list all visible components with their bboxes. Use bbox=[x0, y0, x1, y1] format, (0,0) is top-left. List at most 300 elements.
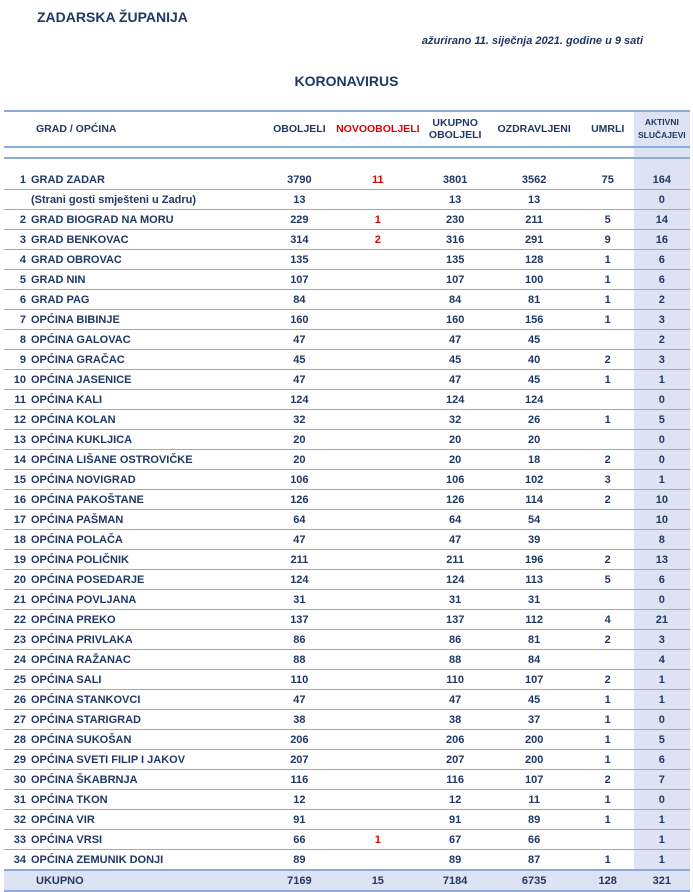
row-ukupno: 206 bbox=[424, 730, 487, 750]
row-aktivni: 1 bbox=[634, 690, 690, 710]
table-row bbox=[4, 710, 690, 730]
table-row bbox=[4, 470, 690, 490]
table-row bbox=[4, 830, 690, 850]
col-header-ozdravljeni: OZDRAVLJENI bbox=[487, 111, 582, 147]
row-ukupno: 86 bbox=[424, 630, 487, 650]
table-row bbox=[4, 690, 690, 710]
table-row bbox=[4, 650, 690, 670]
row-umrli: 1 bbox=[582, 710, 634, 730]
row-name-cell bbox=[4, 470, 267, 490]
row-number: 10 bbox=[13, 373, 26, 386]
row-ozdravljeni: 37 bbox=[487, 710, 582, 730]
row-name-cell bbox=[4, 450, 267, 470]
row-oboljeli: 3790 bbox=[267, 170, 332, 190]
row-number: 33 bbox=[13, 833, 26, 846]
row-name-cell bbox=[4, 830, 267, 850]
row-number: 9 bbox=[19, 353, 26, 366]
row-aktivni: 2 bbox=[634, 330, 690, 350]
row-municipality: OPĆINA KALI bbox=[31, 393, 103, 406]
page-title: KORONAVIRUS bbox=[294, 73, 399, 89]
row-aktivni: 0 bbox=[634, 450, 690, 470]
total-aktivni: 321 bbox=[634, 870, 690, 891]
row-novooboljeli: 1 bbox=[332, 830, 424, 850]
row-aktivni: 0 bbox=[634, 590, 690, 610]
row-novooboljeli bbox=[332, 690, 424, 710]
table-row bbox=[4, 330, 690, 350]
row-ukupno: 110 bbox=[424, 670, 487, 690]
row-aktivni: 10 bbox=[634, 490, 690, 510]
row-novooboljeli bbox=[332, 530, 424, 550]
row-ozdravljeni: 81 bbox=[487, 630, 582, 650]
row-umrli: 75 bbox=[582, 170, 634, 190]
table-row bbox=[4, 190, 690, 210]
row-municipality: OPĆINA PAŠMAN bbox=[31, 513, 124, 526]
row-number: 24 bbox=[13, 653, 26, 666]
row-number: 19 bbox=[13, 553, 26, 566]
table-body bbox=[4, 170, 690, 870]
row-novooboljeli bbox=[332, 310, 424, 330]
row-oboljeli: 45 bbox=[267, 350, 332, 370]
cases-table bbox=[4, 110, 690, 892]
row-novooboljeli bbox=[332, 390, 424, 410]
row-aktivni: 1 bbox=[634, 370, 690, 390]
row-ozdravljeni: 112 bbox=[487, 610, 582, 630]
table-row bbox=[4, 210, 690, 230]
row-oboljeli: 89 bbox=[267, 850, 332, 871]
row-name-cell bbox=[4, 370, 267, 390]
col-header-ukupno bbox=[424, 111, 487, 147]
row-novooboljeli bbox=[332, 470, 424, 490]
row-novooboljeli bbox=[332, 430, 424, 450]
row-number: 14 bbox=[13, 453, 26, 466]
row-oboljeli: 160 bbox=[267, 310, 332, 330]
row-oboljeli: 66 bbox=[267, 830, 332, 850]
row-novooboljeli: 1 bbox=[332, 210, 424, 230]
row-novooboljeli bbox=[332, 570, 424, 590]
row-municipality: OPĆINA PAKOŠTANE bbox=[31, 493, 144, 506]
row-number: 12 bbox=[13, 413, 26, 426]
table-row bbox=[4, 550, 690, 570]
row-municipality: OPĆINA ZEMUNIK DONJI bbox=[31, 853, 164, 866]
row-ukupno: 38 bbox=[424, 710, 487, 730]
table-row bbox=[4, 510, 690, 530]
row-ukupno: 316 bbox=[424, 230, 487, 250]
row-number: 4 bbox=[19, 253, 26, 266]
table-row bbox=[4, 850, 690, 871]
row-aktivni: 21 bbox=[634, 610, 690, 630]
row-aktivni: 0 bbox=[634, 390, 690, 410]
row-aktivni: 1 bbox=[634, 810, 690, 830]
row-name-cell bbox=[4, 190, 267, 210]
row-name-cell bbox=[4, 330, 267, 350]
row-municipality: OPĆINA ŠKABRNJA bbox=[31, 773, 138, 786]
row-novooboljeli bbox=[332, 850, 424, 871]
row-novooboljeli bbox=[332, 710, 424, 730]
row-ukupno: 230 bbox=[424, 210, 487, 230]
row-number: 7 bbox=[19, 313, 26, 326]
row-ozdravljeni: 13 bbox=[487, 190, 582, 210]
row-municipality: OPĆINA RAŽANAC bbox=[31, 653, 131, 666]
row-ukupno: 211 bbox=[424, 550, 487, 570]
row-aktivni: 16 bbox=[634, 230, 690, 250]
row-municipality: GRAD NIN bbox=[31, 273, 86, 286]
row-oboljeli: 47 bbox=[267, 370, 332, 390]
row-number: 23 bbox=[13, 633, 26, 646]
row-name-cell bbox=[4, 650, 267, 670]
row-name-cell bbox=[4, 350, 267, 370]
row-ozdravljeni: 128 bbox=[487, 250, 582, 270]
row-oboljeli: 135 bbox=[267, 250, 332, 270]
row-ukupno: 20 bbox=[424, 450, 487, 470]
row-novooboljeli bbox=[332, 610, 424, 630]
row-name-cell bbox=[4, 770, 267, 790]
row-ozdravljeni: 45 bbox=[487, 330, 582, 350]
table-row bbox=[4, 490, 690, 510]
row-novooboljeli: 2 bbox=[332, 230, 424, 250]
row-umrli: 5 bbox=[582, 210, 634, 230]
table-header-row bbox=[4, 111, 690, 147]
row-ukupno: 47 bbox=[424, 690, 487, 710]
row-number: 29 bbox=[13, 753, 26, 766]
row-umrli: 1 bbox=[582, 730, 634, 750]
table-row bbox=[4, 250, 690, 270]
row-ozdravljeni: 81 bbox=[487, 290, 582, 310]
total-ozdravljeni: 6735 bbox=[487, 870, 582, 891]
row-municipality: OPĆINA VRSI bbox=[31, 833, 103, 846]
row-ukupno: 47 bbox=[424, 330, 487, 350]
row-umrli bbox=[582, 330, 634, 350]
row-umrli: 1 bbox=[582, 850, 634, 871]
row-number: 1 bbox=[19, 173, 26, 186]
row-name-cell bbox=[4, 290, 267, 310]
row-municipality: OPĆINA TKON bbox=[31, 793, 108, 806]
row-municipality: OPĆINA SALI bbox=[31, 673, 102, 686]
row-municipality: OPĆINA KUKLJICA bbox=[31, 433, 133, 446]
row-ozdravljeni: 84 bbox=[487, 650, 582, 670]
cases-table-container bbox=[4, 110, 690, 892]
row-aktivni: 1 bbox=[634, 850, 690, 871]
row-umrli: 1 bbox=[582, 270, 634, 290]
col-header-aktivni-line1: AKTIVNI bbox=[644, 117, 679, 127]
row-oboljeli: 91 bbox=[267, 810, 332, 830]
row-ukupno: 13 bbox=[424, 190, 487, 210]
total-novo: 15 bbox=[332, 870, 424, 891]
row-novooboljeli bbox=[332, 650, 424, 670]
row-ukupno: 137 bbox=[424, 610, 487, 630]
row-ozdravljeni: 113 bbox=[487, 570, 582, 590]
table-row bbox=[4, 410, 690, 430]
row-umrli: 2 bbox=[582, 770, 634, 790]
row-municipality: OPĆINA POLIČNIK bbox=[31, 553, 129, 566]
row-oboljeli: 84 bbox=[267, 290, 332, 310]
row-oboljeli: 47 bbox=[267, 330, 332, 350]
row-name-cell bbox=[4, 530, 267, 550]
row-municipality: GRAD OBROVAC bbox=[31, 253, 122, 266]
row-ozdravljeni: 45 bbox=[487, 690, 582, 710]
table-row bbox=[4, 590, 690, 610]
row-aktivni: 2 bbox=[634, 290, 690, 310]
row-municipality: OPĆINA GALOVAC bbox=[31, 333, 131, 346]
row-aktivni: 8 bbox=[634, 530, 690, 550]
row-novooboljeli bbox=[332, 190, 424, 210]
row-ozdravljeni: 124 bbox=[487, 390, 582, 410]
row-umrli: 2 bbox=[582, 630, 634, 650]
table-row bbox=[4, 530, 690, 550]
row-ozdravljeni: 66 bbox=[487, 830, 582, 850]
col-header-aktivni bbox=[634, 111, 690, 147]
row-name-cell bbox=[4, 570, 267, 590]
table-row bbox=[4, 770, 690, 790]
total-label: UKUPNO bbox=[4, 870, 267, 891]
row-municipality: OPĆINA POVLJANA bbox=[31, 593, 137, 606]
row-ukupno: 107 bbox=[424, 270, 487, 290]
row-oboljeli: 126 bbox=[267, 490, 332, 510]
row-municipality: OPĆINA PRIVLAKA bbox=[31, 633, 133, 646]
row-name-cell bbox=[4, 670, 267, 690]
row-oboljeli: 20 bbox=[267, 430, 332, 450]
row-oboljeli: 211 bbox=[267, 550, 332, 570]
row-novooboljeli bbox=[332, 750, 424, 770]
row-ukupno: 64 bbox=[424, 510, 487, 530]
row-umrli bbox=[582, 390, 634, 410]
row-number: 32 bbox=[13, 813, 26, 826]
row-oboljeli: 88 bbox=[267, 650, 332, 670]
row-municipality: GRAD PAG bbox=[31, 293, 90, 306]
row-municipality: OPĆINA JASENICE bbox=[31, 373, 132, 386]
row-municipality: OPĆINA STANKOVCI bbox=[31, 693, 141, 706]
row-ukupno: 32 bbox=[424, 410, 487, 430]
row-name-cell bbox=[4, 810, 267, 830]
row-name-cell bbox=[4, 590, 267, 610]
row-ukupno: 126 bbox=[424, 490, 487, 510]
row-number: 31 bbox=[13, 793, 26, 806]
row-oboljeli: 124 bbox=[267, 570, 332, 590]
row-umrli: 1 bbox=[582, 790, 634, 810]
total-row bbox=[4, 870, 690, 891]
row-umrli: 1 bbox=[582, 310, 634, 330]
row-number: 8 bbox=[19, 333, 26, 346]
row-novooboljeli bbox=[332, 290, 424, 310]
table-row bbox=[4, 390, 690, 410]
table-row bbox=[4, 230, 690, 250]
row-number: 27 bbox=[13, 713, 26, 726]
row-oboljeli: 20 bbox=[267, 450, 332, 470]
row-municipality: GRAD BENKOVAC bbox=[31, 233, 129, 246]
header-spacer bbox=[4, 147, 690, 158]
row-name-cell bbox=[4, 510, 267, 530]
row-ozdravljeni: 107 bbox=[487, 670, 582, 690]
table-row bbox=[4, 810, 690, 830]
row-name-cell bbox=[4, 710, 267, 730]
row-aktivni: 13 bbox=[634, 550, 690, 570]
row-umrli bbox=[582, 530, 634, 550]
table-row bbox=[4, 610, 690, 630]
row-aktivni: 5 bbox=[634, 410, 690, 430]
row-ozdravljeni: 107 bbox=[487, 770, 582, 790]
header-spacer-2 bbox=[4, 158, 690, 170]
row-ozdravljeni: 196 bbox=[487, 550, 582, 570]
row-ozdravljeni: 31 bbox=[487, 590, 582, 610]
update-date: ažurirano 11. siječnja 2021. godine u 9 sati bbox=[421, 35, 643, 47]
row-oboljeli: 206 bbox=[267, 730, 332, 750]
col-header-novooboljeli: NOVOOBOLJELI bbox=[332, 111, 424, 147]
row-ukupno: 124 bbox=[424, 390, 487, 410]
table-row bbox=[4, 170, 690, 190]
row-umrli: 2 bbox=[582, 550, 634, 570]
total-oboljeli: 7169 bbox=[267, 870, 332, 891]
row-aktivni: 1 bbox=[634, 470, 690, 490]
table-row bbox=[4, 450, 690, 470]
row-municipality: GRAD BIOGRAD NA MORU bbox=[31, 213, 174, 226]
row-ozdravljeni: 11 bbox=[487, 790, 582, 810]
row-umrli bbox=[582, 650, 634, 670]
table-row bbox=[4, 750, 690, 770]
row-number: 15 bbox=[13, 473, 26, 486]
row-number: 34 bbox=[13, 853, 26, 866]
row-aktivni: 3 bbox=[634, 350, 690, 370]
row-aktivni: 14 bbox=[634, 210, 690, 230]
row-name-cell bbox=[4, 310, 267, 330]
row-ukupno: 135 bbox=[424, 250, 487, 270]
row-aktivni: 6 bbox=[634, 570, 690, 590]
row-aktivni: 0 bbox=[634, 710, 690, 730]
row-aktivni: 164 bbox=[634, 170, 690, 190]
row-name-cell bbox=[4, 850, 267, 871]
row-umrli: 2 bbox=[582, 350, 634, 370]
row-ozdravljeni: 89 bbox=[487, 810, 582, 830]
row-name-cell bbox=[4, 170, 267, 190]
row-name-cell bbox=[4, 390, 267, 410]
row-number: 28 bbox=[13, 733, 26, 746]
row-municipality: OPĆINA POSEDARJE bbox=[31, 573, 145, 586]
row-ozdravljeni: 40 bbox=[487, 350, 582, 370]
col-header-aktivni-line2: SLUČAJEVI bbox=[637, 130, 686, 140]
row-oboljeli: 314 bbox=[267, 230, 332, 250]
table-row bbox=[4, 350, 690, 370]
col-header-name: GRAD / OPĆINA bbox=[4, 111, 267, 147]
row-oboljeli: 86 bbox=[267, 630, 332, 650]
row-aktivni: 0 bbox=[634, 190, 690, 210]
row-umrli: 9 bbox=[582, 230, 634, 250]
row-municipality: OPĆINA NOVIGRAD bbox=[31, 473, 136, 486]
row-umrli: 2 bbox=[582, 670, 634, 690]
county-title: ZADARSKA ŽUPANIJA bbox=[37, 9, 188, 25]
row-name-cell bbox=[4, 270, 267, 290]
row-umrli: 1 bbox=[582, 810, 634, 830]
row-ozdravljeni: 39 bbox=[487, 530, 582, 550]
row-umrli: 4 bbox=[582, 610, 634, 630]
row-novooboljeli bbox=[332, 450, 424, 470]
col-header-oboljeli: OBOLJELI bbox=[267, 111, 332, 147]
row-oboljeli: 32 bbox=[267, 410, 332, 430]
row-umrli: 1 bbox=[582, 410, 634, 430]
row-umrli: 2 bbox=[582, 490, 634, 510]
row-umrli: 1 bbox=[582, 250, 634, 270]
row-municipality: OPĆINA SVETI FILIP I JAKOV bbox=[31, 753, 186, 766]
table-row bbox=[4, 730, 690, 750]
row-municipality: GRAD ZADAR bbox=[31, 173, 105, 186]
row-ozdravljeni: 200 bbox=[487, 730, 582, 750]
row-ukupno: 116 bbox=[424, 770, 487, 790]
row-oboljeli: 106 bbox=[267, 470, 332, 490]
row-umrli bbox=[582, 430, 634, 450]
row-novooboljeli bbox=[332, 730, 424, 750]
row-number: 26 bbox=[13, 693, 26, 706]
row-ukupno: 160 bbox=[424, 310, 487, 330]
row-ukupno: 91 bbox=[424, 810, 487, 830]
row-ukupno: 88 bbox=[424, 650, 487, 670]
row-novooboljeli bbox=[332, 550, 424, 570]
row-oboljeli: 13 bbox=[267, 190, 332, 210]
row-name-cell bbox=[4, 210, 267, 230]
row-umrli bbox=[582, 190, 634, 210]
row-municipality: OPĆINA LIŠANE OSTROVIČKE bbox=[31, 453, 193, 466]
row-novooboljeli bbox=[332, 810, 424, 830]
table-row bbox=[4, 370, 690, 390]
row-umrli bbox=[582, 590, 634, 610]
row-aktivni: 0 bbox=[634, 430, 690, 450]
row-ozdravljeni: 211 bbox=[487, 210, 582, 230]
row-novooboljeli bbox=[332, 350, 424, 370]
table-row bbox=[4, 430, 690, 450]
row-aktivni: 1 bbox=[634, 830, 690, 850]
row-novooboljeli: 11 bbox=[332, 170, 424, 190]
table-row bbox=[4, 570, 690, 590]
row-novooboljeli bbox=[332, 270, 424, 290]
row-umrli bbox=[582, 830, 634, 850]
row-name-cell bbox=[4, 690, 267, 710]
row-municipality: OPĆINA KOLAN bbox=[31, 413, 116, 426]
row-oboljeli: 124 bbox=[267, 390, 332, 410]
row-novooboljeli bbox=[332, 510, 424, 530]
row-oboljeli: 47 bbox=[267, 530, 332, 550]
row-aktivni: 5 bbox=[634, 730, 690, 750]
row-ozdravljeni: 3562 bbox=[487, 170, 582, 190]
table-row bbox=[4, 670, 690, 690]
row-ukupno: 31 bbox=[424, 590, 487, 610]
row-umrli: 2 bbox=[582, 450, 634, 470]
row-aktivni: 6 bbox=[634, 270, 690, 290]
row-novooboljeli bbox=[332, 630, 424, 650]
row-name-cell bbox=[4, 630, 267, 650]
row-oboljeli: 229 bbox=[267, 210, 332, 230]
row-number: 16 bbox=[13, 493, 26, 506]
total-umrli: 128 bbox=[582, 870, 634, 891]
row-aktivni: 1 bbox=[634, 670, 690, 690]
row-municipality: OPĆINA PREKO bbox=[31, 613, 116, 626]
row-ukupno: 89 bbox=[424, 850, 487, 871]
row-number: 13 bbox=[13, 433, 26, 446]
row-municipality: OPĆINA SUKOŠAN bbox=[31, 733, 132, 746]
row-novooboljeli bbox=[332, 410, 424, 430]
row-number: 17 bbox=[13, 513, 26, 526]
row-oboljeli: 110 bbox=[267, 670, 332, 690]
table-row bbox=[4, 310, 690, 330]
table-row bbox=[4, 790, 690, 810]
col-header-ukupno-line2: OBOLJELI bbox=[428, 129, 482, 141]
row-name-cell bbox=[4, 750, 267, 770]
row-number: 25 bbox=[13, 673, 26, 686]
row-umrli bbox=[582, 510, 634, 530]
row-aktivni: 6 bbox=[634, 750, 690, 770]
row-number: 20 bbox=[13, 573, 26, 586]
row-municipality: OPĆINA STARIGRAD bbox=[31, 713, 141, 726]
row-ozdravljeni: 18 bbox=[487, 450, 582, 470]
row-name-cell bbox=[4, 490, 267, 510]
row-ozdravljeni: 20 bbox=[487, 430, 582, 450]
row-ukupno: 20 bbox=[424, 430, 487, 450]
row-ukupno: 207 bbox=[424, 750, 487, 770]
